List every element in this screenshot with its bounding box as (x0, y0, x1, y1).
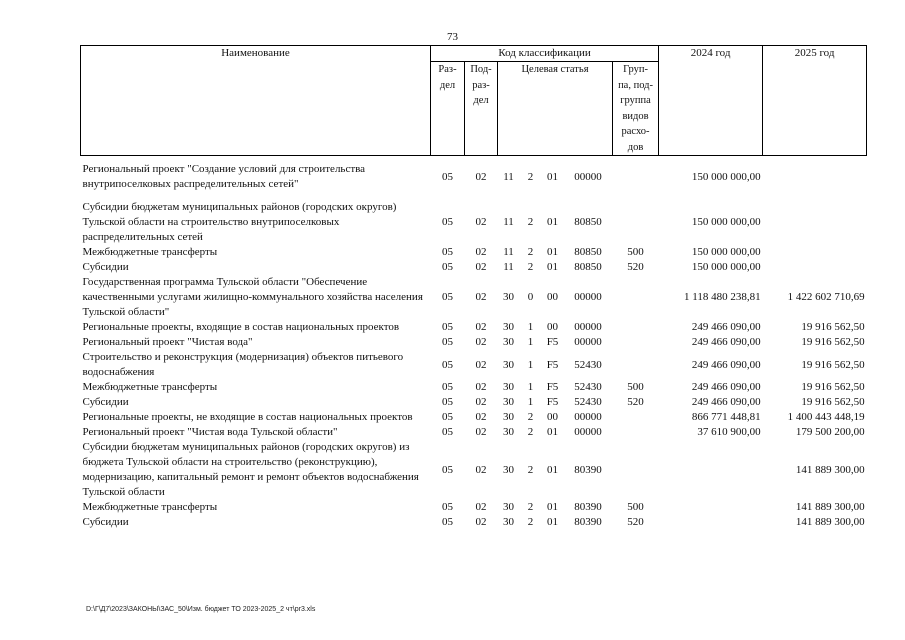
header-year-2024: 2024 год (659, 46, 763, 156)
row-amount-2025 (763, 200, 867, 245)
row-amount-2024: 1 118 480 238,81 (683, 291, 761, 303)
row-amount-2024: 37 610 900,00 (697, 426, 761, 438)
row-target-program: 30 (503, 381, 514, 393)
row-target-direction: 00000 (574, 426, 602, 438)
row-target-subprogram: 2 (527, 216, 534, 228)
row-target-program: 30 (503, 516, 514, 528)
row-target-subprogram: 2 (527, 516, 534, 528)
row-amount-2025: 141 889 300,00 (795, 516, 865, 528)
row-name: Региональные проекты, не входящие в состав национальных проектов (82, 411, 413, 423)
row-amount-2024 (659, 515, 763, 530)
row-target-subprogram: 2 (527, 170, 534, 183)
row-target-direction: 80850 (574, 261, 602, 273)
row-target-event: 01 (547, 170, 558, 183)
row-target-program: 11 (503, 261, 514, 273)
row-podrazdel: 02 (475, 426, 487, 438)
row-target-subprogram: 1 (527, 381, 534, 393)
table-row (81, 440, 867, 500)
row-expense-group (613, 335, 659, 350)
row-expense-group (613, 320, 659, 335)
row-razdel: 05 (442, 261, 453, 273)
row-target-event: 00 (547, 321, 558, 333)
row-amount-2025: 1 400 443 448,19 (787, 411, 865, 423)
row-podrazdel: 02 (475, 381, 487, 393)
row-target-subprogram: 2 (527, 501, 534, 513)
row-target-program: 30 (503, 291, 514, 303)
table-body (81, 156, 867, 531)
table-row (81, 335, 867, 350)
row-target-direction: 00000 (574, 411, 602, 423)
row-podrazdel: 02 (475, 321, 487, 333)
row-podrazdel: 02 (475, 516, 487, 528)
row-target-event: 01 (547, 261, 558, 273)
row-amount-2024: 150 000 000,00 (691, 216, 761, 228)
row-razdel: 05 (442, 411, 453, 423)
row-razdel: 05 (442, 336, 453, 348)
row-target-event: F5 (546, 396, 559, 408)
row-amount-2025: 19 916 562,50 (801, 381, 865, 393)
table-row (81, 260, 867, 275)
row-razdel: 05 (442, 358, 453, 371)
row-target-program: 30 (503, 411, 514, 423)
row-amount-2025: 19 916 562,50 (801, 396, 865, 408)
row-target-subprogram: 0 (527, 291, 534, 303)
row-name: Государственная программа Тульской области "Обеспечение качественными услугами жилищно-коммунального хозяйства населения Тульской области" (82, 276, 423, 318)
row-name: Субсидии (82, 261, 129, 273)
row-podrazdel: 02 (475, 261, 487, 273)
row-razdel: 05 (442, 426, 453, 438)
row-target-direction: 80390 (574, 463, 602, 476)
row-podrazdel: 02 (475, 501, 487, 513)
row-amount-2025: 179 500 200,00 (795, 426, 865, 438)
row-target-direction: 52430 (574, 396, 602, 408)
row-name: Субсидии (82, 396, 129, 408)
row-name: Региональные проекты, входящие в состав национальных проектов (82, 321, 400, 333)
table-header-row (81, 46, 867, 62)
row-target-event: 01 (547, 463, 558, 476)
row-expense-group: 520 (627, 396, 644, 408)
row-target-direction: 80390 (574, 516, 602, 528)
row-podrazdel: 02 (475, 291, 487, 303)
row-podrazdel: 02 (475, 396, 487, 408)
row-razdel: 05 (442, 321, 453, 333)
row-amount-2024 (659, 500, 763, 515)
row-target-subprogram: 2 (527, 463, 534, 476)
row-podrazdel: 02 (475, 411, 487, 423)
row-expense-group (613, 162, 659, 192)
row-target-program: 30 (503, 321, 514, 333)
row-expense-group (613, 275, 659, 320)
header-target-article: Целевая статья (498, 62, 613, 156)
row-target-event: F5 (546, 381, 559, 393)
row-amount-2024: 249 466 090,00 (691, 336, 761, 348)
row-amount-2025 (763, 162, 867, 192)
table-row (81, 275, 867, 320)
row-expense-group (613, 350, 659, 380)
row-amount-2024: 866 771 448,81 (691, 411, 761, 423)
row-expense-group (613, 425, 659, 440)
row-target-subprogram: 1 (527, 336, 534, 348)
row-name: Субсидии бюджетам муниципальных районов (городских округов) Тульской области на строительство внутрипоселковых распределительных сетей (82, 201, 397, 243)
row-name: Региональный проект "Чистая вода Тульской области" (82, 426, 338, 438)
row-name: Межбюджетные трансферты (82, 501, 218, 513)
row-amount-2024: 150 000 000,00 (691, 261, 761, 273)
row-razdel: 05 (442, 291, 453, 303)
row-expense-group: 500 (627, 501, 644, 513)
row-podrazdel: 02 (475, 246, 487, 258)
row-amount-2024: 249 466 090,00 (691, 358, 761, 371)
row-amount-2025 (763, 245, 867, 260)
row-target-direction: 80850 (574, 216, 602, 228)
footer-file-path: D:\Г\Д7\2023\ЗАКОНЫ\ЗАС_50\Изм. бюджет ТО 2023-2025_2 чт\pr3.xls (86, 606, 316, 613)
row-expense-group (613, 440, 659, 500)
table-row (81, 410, 867, 425)
row-razdel: 05 (442, 216, 453, 228)
row-target-program: 11 (503, 170, 514, 183)
row-razdel: 05 (442, 463, 453, 476)
row-target-program: 11 (503, 216, 514, 228)
row-expense-group: 520 (627, 261, 644, 273)
row-target-program: 30 (503, 336, 514, 348)
row-name: Региональный проект "Чистая вода" (82, 336, 253, 348)
row-amount-2025: 19 916 562,50 (801, 321, 865, 333)
row-name: Субсидии (82, 516, 129, 528)
row-target-subprogram: 1 (527, 321, 534, 333)
row-target-program: 30 (503, 396, 514, 408)
row-target-event: F5 (546, 336, 559, 348)
row-expense-group (613, 410, 659, 425)
row-name: Субсидии бюджетам муниципальных районов (городских округов) из бюджета Тульской области на строительство (реконструкцию), модернизацию, капитальный ремонт и ремонт объектов водоснабжения Тульской области (82, 441, 419, 498)
row-target-direction: 00000 (574, 291, 602, 303)
header-classification-code: Код классификации (431, 46, 659, 62)
row-amount-2024: 249 466 090,00 (691, 381, 761, 393)
row-amount-2024: 150 000 000,00 (691, 246, 761, 258)
row-target-direction: 52430 (574, 358, 602, 371)
row-amount-2024: 249 466 090,00 (691, 321, 761, 333)
row-razdel: 05 (442, 170, 453, 183)
row-target-event: 01 (547, 516, 558, 528)
table-row (81, 395, 867, 410)
row-expense-group: 520 (627, 516, 644, 528)
budget-table (80, 45, 867, 530)
row-razdel: 05 (442, 501, 453, 513)
row-target-program: 30 (503, 358, 514, 371)
header-name: Наименование (81, 46, 431, 156)
row-razdel: 05 (442, 396, 453, 408)
row-target-program: 30 (503, 463, 514, 476)
row-target-subprogram: 1 (527, 396, 534, 408)
row-target-subprogram: 2 (527, 246, 534, 258)
table-row (81, 200, 867, 245)
row-target-subprogram: 2 (527, 261, 534, 273)
row-podrazdel: 02 (475, 336, 487, 348)
row-target-program: 30 (503, 501, 514, 513)
table-row (81, 162, 867, 192)
table-row (81, 380, 867, 395)
row-expense-group: 500 (627, 381, 644, 393)
row-target-event: 01 (547, 216, 558, 228)
row-target-subprogram: 2 (527, 426, 534, 438)
row-amount-2024 (659, 440, 763, 500)
row-amount-2025: 19 916 562,50 (801, 358, 865, 371)
row-amount-2024: 150 000 000,00 (691, 170, 761, 183)
row-target-event: F5 (546, 358, 559, 371)
row-amount-2025: 141 889 300,00 (795, 501, 865, 513)
row-name: Межбюджетные трансферты (82, 246, 218, 258)
row-target-event: 01 (547, 246, 558, 258)
row-target-direction: 00000 (574, 321, 602, 333)
row-target-event: 01 (547, 426, 558, 438)
row-target-program: 30 (503, 426, 514, 438)
row-podrazdel: 02 (475, 358, 487, 371)
table-row (81, 425, 867, 440)
row-podrazdel: 02 (475, 170, 487, 183)
row-target-event: 00 (547, 411, 558, 423)
table-row (81, 500, 867, 515)
row-gap (81, 192, 867, 200)
row-amount-2025: 1 422 602 710,69 (787, 291, 865, 303)
row-amount-2025: 19 916 562,50 (801, 336, 865, 348)
row-target-event: 01 (547, 501, 558, 513)
row-expense-group: 500 (627, 246, 644, 258)
row-name: Межбюджетные трансферты (82, 381, 218, 393)
row-target-subprogram: 1 (527, 358, 534, 371)
row-razdel: 05 (442, 381, 453, 393)
row-target-subprogram: 2 (527, 411, 534, 423)
row-name: Строительство и реконструкция (модернизация) объектов питьевого водоснабжения (82, 351, 404, 378)
row-target-direction: 80390 (574, 501, 602, 513)
row-razdel: 05 (442, 516, 453, 528)
table-row (81, 350, 867, 380)
row-razdel: 05 (442, 246, 453, 258)
row-target-direction: 00000 (574, 336, 602, 348)
row-expense-group (613, 200, 659, 245)
row-name: Региональный проект "Создание условий для строительства внутрипоселковых распределительных сетей" (82, 163, 366, 190)
row-podrazdel: 02 (475, 463, 487, 476)
header-year-2025: 2025 год (763, 46, 867, 156)
row-target-program: 11 (503, 246, 514, 258)
page-number: 73 (447, 31, 458, 43)
row-target-direction: 52430 (574, 381, 602, 393)
header-expense-group: Груп- па, под- группа видов расхо- дов (613, 62, 659, 156)
table-row (81, 245, 867, 260)
row-target-direction: 00000 (574, 170, 602, 183)
header-podrazdel: Под- раз- дел (465, 62, 498, 156)
header-razdel: Раз- дел (431, 62, 465, 156)
row-target-direction: 80850 (574, 246, 602, 258)
table-row (81, 515, 867, 530)
row-amount-2025 (763, 260, 867, 275)
table-row (81, 320, 867, 335)
row-podrazdel: 02 (475, 216, 487, 228)
row-amount-2024: 249 466 090,00 (691, 396, 761, 408)
row-target-event: 00 (547, 291, 558, 303)
row-amount-2025: 141 889 300,00 (795, 463, 865, 476)
